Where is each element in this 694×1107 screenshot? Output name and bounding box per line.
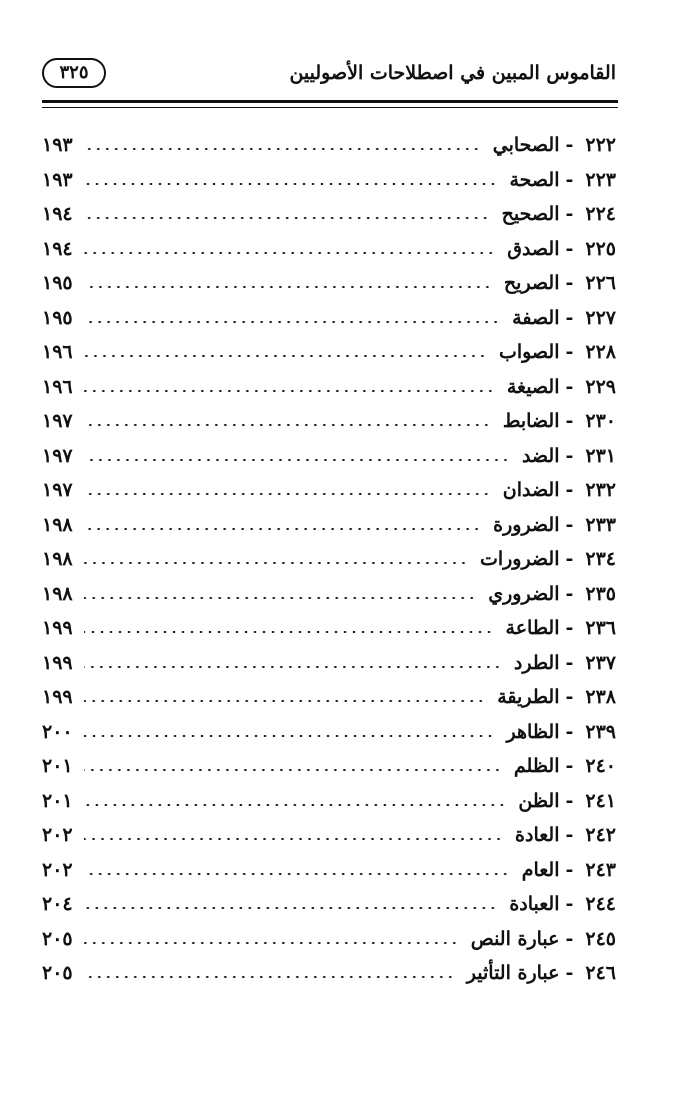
entry-dash: - [565,479,574,502]
dot-leader [84,493,491,495]
entry-page-number: ١٩٣ [42,168,73,191]
entry-number: ٢٣٧ [585,651,616,674]
entry-number: ٢٣٠ [585,410,616,433]
entry-dash: - [565,341,574,364]
entry-number: ٢٣٣ [585,513,616,536]
entry-page-number: ٢٠٠ [42,720,73,743]
entry-number: ٢٣٨ [585,686,616,709]
entry-dash: - [565,720,574,743]
index-entry [42,542,616,577]
entry-dash: - [565,962,574,985]
book-title: القاموس المبين في اصطلاحات الأصوليين [289,62,616,84]
entry-term: الضرورات [479,548,560,571]
header-rule-thin [42,107,618,108]
entry-term: الصحة [509,168,560,191]
entry-term: الظن [518,789,560,812]
entry-number: ٢٣٢ [585,479,616,502]
entry-term: الظلم [513,755,560,778]
entry-term: الطرد [513,651,560,674]
entry-page-number: ١٩٩ [42,651,73,674]
index-entry [42,853,616,888]
entry-term: العبادة [509,893,560,916]
entry-dash: - [565,686,574,709]
entry-term: الضروري [488,582,560,605]
entry-page-number: ١٩٧ [42,444,73,467]
dot-leader [84,769,502,771]
entry-term: عبارة النص [470,927,560,950]
entry-number: ٢٤١ [585,789,616,812]
entry-dash: - [565,375,574,398]
dot-leader [84,907,497,909]
dot-leader [84,424,491,426]
entry-term: الظاهر [506,720,560,743]
dot-leader [84,355,487,357]
entry-dash: - [565,755,574,778]
entry-number: ٢٣٤ [585,548,616,571]
entry-number: ٢٣٥ [585,582,616,605]
entry-term: الطريقة [497,686,560,709]
dot-leader [84,873,510,875]
entry-term: العام [521,858,560,881]
entry-dash: - [565,513,574,536]
entry-page-number: ٢٠٢ [42,824,73,847]
entry-number: ٢٤٢ [585,824,616,847]
entry-term: الضرورة [493,513,560,536]
entry-page-number: ١٩٥ [42,306,73,329]
header-rule-thick [42,100,618,103]
index-entry [42,439,616,474]
index-entry [42,163,616,198]
dot-leader [84,252,495,254]
entry-number: ٢٢٦ [585,272,616,295]
index-entry [42,301,616,336]
entry-number: ٢٣١ [585,444,616,467]
entry-term: الصدق [507,237,560,260]
dot-leader [84,528,481,530]
entry-page-number: ١٩٦ [42,375,73,398]
entry-page-number: ٢٠٤ [42,893,73,916]
index-entry [42,128,616,163]
entry-number: ٢٢٩ [585,375,616,398]
entry-dash: - [565,410,574,433]
dot-leader [84,735,495,737]
entry-number: ٢٢٥ [585,237,616,260]
entry-page-number: ١٩٧ [42,410,73,433]
entry-dash: - [565,134,574,157]
dot-leader [84,148,481,150]
entry-term: الصفة [512,306,560,329]
entry-term: الضدان [502,479,560,502]
entry-page-number: ١٩٤ [42,203,73,226]
entry-number: ٢٤٤ [585,893,616,916]
dot-leader [84,700,485,702]
index-entry [42,646,616,681]
index-entry [42,404,616,439]
dot-leader [84,804,506,806]
entry-page-number: ١٩٩ [42,686,73,709]
entry-dash: - [565,824,574,847]
entry-term: الصريح [503,272,560,295]
entry-dash: - [565,858,574,881]
entry-page-number: ٢٠١ [42,789,73,812]
entry-page-number: ١٩٩ [42,617,73,640]
index-entry [42,266,616,301]
entry-dash: - [565,444,574,467]
entry-term: الضد [521,444,560,467]
index-entry [42,508,616,543]
entry-dash: - [565,651,574,674]
index-entry [42,473,616,508]
entry-term: الصيغة [506,375,560,398]
index-entry [42,577,616,612]
entry-number: ٢٢٣ [585,168,616,191]
entry-number: ٢٢٧ [585,306,616,329]
dot-leader [84,942,459,944]
entry-page-number: ١٩٤ [42,237,73,260]
dot-leader [84,321,500,323]
index-entry [42,784,616,819]
entry-dash: - [565,168,574,191]
entry-term: عبارة التأثير [466,962,560,985]
entry-number: ٢٤٦ [585,962,616,985]
dot-leader [84,597,476,599]
entry-dash: - [565,617,574,640]
dot-leader [84,459,510,461]
entry-term: الصحابي [492,134,560,157]
entry-page-number: ١٩٧ [42,479,73,502]
page-number-badge: ٣٢٥ [42,58,106,88]
index-entry [42,370,616,405]
entry-term: الصحيح [501,203,560,226]
entry-page-number: ١٩٨ [42,548,73,571]
entry-number: ٢٢٨ [585,341,616,364]
entry-page-number: ١٩٣ [42,134,73,157]
entry-page-number: ٢٠٢ [42,858,73,881]
index-entry [42,887,616,922]
index-list [42,128,616,991]
entry-number: ٢٤٣ [585,858,616,881]
dot-leader [84,666,502,668]
entry-page-number: ١٩٨ [42,513,73,536]
index-entry [42,680,616,715]
dot-leader [84,562,468,564]
entry-term: الطاعة [505,617,560,640]
dot-leader [84,976,455,978]
entry-page-number: ١٩٥ [42,272,73,295]
entry-term: الضابط [502,410,560,433]
entry-term: العادة [515,824,560,847]
dot-leader [84,390,495,392]
entry-number: ٢٢٤ [585,203,616,226]
entry-number: ٢٢٢ [585,134,616,157]
entry-number: ٢٤٠ [585,755,616,778]
index-entry [42,232,616,267]
entry-dash: - [565,306,574,329]
index-entry [42,715,616,750]
entry-page-number: ٢٠٥ [42,962,73,985]
entry-dash: - [565,582,574,605]
index-entry [42,335,616,370]
dot-leader [84,838,503,840]
index-entry [42,197,616,232]
entry-term: الصواب [498,341,560,364]
entry-dash: - [565,893,574,916]
dot-leader [84,286,492,288]
index-entry [42,818,616,853]
entry-dash: - [565,927,574,950]
dot-leader [84,217,490,219]
entry-dash: - [565,272,574,295]
dot-leader [84,631,494,633]
entry-number: ٢٣٩ [585,720,616,743]
index-entry [42,611,616,646]
entry-number: ٢٣٦ [585,617,616,640]
dot-leader [84,183,497,185]
index-entry [42,922,616,957]
entry-dash: - [565,789,574,812]
entry-number: ٢٤٥ [585,927,616,950]
entry-dash: - [565,548,574,571]
entry-page-number: ١٩٦ [42,341,73,364]
entry-dash: - [565,237,574,260]
index-entry [42,956,616,991]
running-header [42,56,616,98]
entry-page-number: ٢٠١ [42,755,73,778]
entry-dash: - [565,203,574,226]
index-entry [42,749,616,784]
entry-page-number: ٢٠٥ [42,927,73,950]
entry-page-number: ١٩٨ [42,582,73,605]
